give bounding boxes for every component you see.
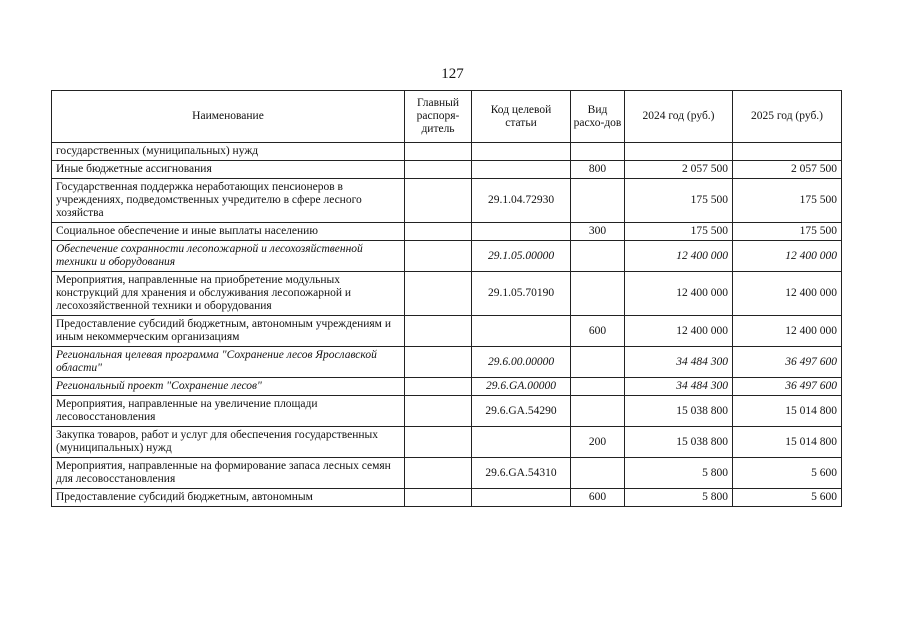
cell-2024: 175 500 [625, 223, 733, 241]
table-row [52, 458, 842, 489]
budget-table [51, 90, 842, 507]
table-row [52, 241, 842, 272]
cell-2024: 2 057 500 [625, 161, 733, 179]
cell-expense-type [571, 378, 625, 396]
cell-2024: 34 484 300 [625, 378, 733, 396]
cell-manager [405, 223, 472, 241]
cell-name: Закупка товаров, работ и услуг для обеспечения государственных (муниципальных) нужд [52, 427, 405, 458]
cell-manager [405, 489, 472, 507]
cell-2024: 15 038 800 [625, 427, 733, 458]
cell-2025 [733, 143, 842, 161]
cell-2025: 12 400 000 [733, 241, 842, 272]
cell-2025: 5 600 [733, 489, 842, 507]
table-row [52, 143, 842, 161]
cell-2024 [625, 143, 733, 161]
cell-target-code [472, 316, 571, 347]
cell-2024: 12 400 000 [625, 316, 733, 347]
table-row [52, 378, 842, 396]
cell-2024: 175 500 [625, 179, 733, 223]
header-name: Наименование [52, 91, 405, 143]
cell-2024: 12 400 000 [625, 241, 733, 272]
cell-target-code [472, 427, 571, 458]
cell-expense-type [571, 396, 625, 427]
cell-target-code: 29.1.05.00000 [472, 241, 571, 272]
table-row [52, 161, 842, 179]
cell-target-code: 29.1.05.70190 [472, 272, 571, 316]
cell-target-code [472, 161, 571, 179]
cell-manager [405, 347, 472, 378]
cell-2024: 34 484 300 [625, 347, 733, 378]
cell-2024: 5 800 [625, 489, 733, 507]
cell-expense-type: 200 [571, 427, 625, 458]
cell-2025: 12 400 000 [733, 316, 842, 347]
cell-2024: 5 800 [625, 458, 733, 489]
cell-target-code [472, 223, 571, 241]
cell-manager [405, 427, 472, 458]
cell-target-code: 29.6.GA.54310 [472, 458, 571, 489]
cell-name: Государственная поддержка неработающих пенсионеров в учреждениях, подведомственных учредителю в сфере лесного хозяйства [52, 179, 405, 223]
cell-2025: 175 500 [733, 223, 842, 241]
cell-expense-type [571, 347, 625, 378]
cell-2025: 12 400 000 [733, 272, 842, 316]
cell-name: Мероприятия, направленные на увеличение площади лесовосстановления [52, 396, 405, 427]
cell-2024: 15 038 800 [625, 396, 733, 427]
cell-2025: 36 497 600 [733, 347, 842, 378]
cell-target-code: 29.1.04.72930 [472, 179, 571, 223]
cell-name: Региональная целевая программа "Сохранение лесов Ярославской области" [52, 347, 405, 378]
cell-expense-type [571, 272, 625, 316]
table-row [52, 427, 842, 458]
table-row [52, 316, 842, 347]
cell-expense-type [571, 179, 625, 223]
table-header-row [52, 91, 842, 143]
cell-manager [405, 378, 472, 396]
cell-expense-type: 600 [571, 489, 625, 507]
table-row [52, 179, 842, 223]
cell-manager [405, 161, 472, 179]
cell-expense-type [571, 458, 625, 489]
cell-2025: 175 500 [733, 179, 842, 223]
cell-expense-type [571, 143, 625, 161]
cell-2025: 15 014 800 [733, 396, 842, 427]
cell-2025: 5 600 [733, 458, 842, 489]
cell-name: Мероприятия, направленные на формирование запаса лесных семян для лесовосстановления [52, 458, 405, 489]
cell-expense-type: 600 [571, 316, 625, 347]
table-row [52, 347, 842, 378]
header-expense-type: Вид расхо-дов [571, 91, 625, 143]
cell-expense-type [571, 241, 625, 272]
cell-manager [405, 316, 472, 347]
cell-manager [405, 143, 472, 161]
cell-name: Мероприятия, направленные на приобретение модульных конструкций для хранения и обслуживания лесопожарной и лесохозяйственной техники и оборудования [52, 272, 405, 316]
cell-target-code: 29.6.00.00000 [472, 347, 571, 378]
cell-name: Предоставление субсидий бюджетным, автономным учреждениям и иным некоммерческим организациям [52, 316, 405, 347]
cell-manager [405, 241, 472, 272]
cell-name: государственных (муниципальных) нужд [52, 143, 405, 161]
header-target-code: Код целевой статьи [472, 91, 571, 143]
cell-name: Предоставление субсидий бюджетным, автономным [52, 489, 405, 507]
cell-target-code [472, 143, 571, 161]
table-row [52, 223, 842, 241]
table-row [52, 272, 842, 316]
cell-manager [405, 458, 472, 489]
cell-expense-type: 800 [571, 161, 625, 179]
cell-name: Региональный проект "Сохранение лесов" [52, 378, 405, 396]
cell-expense-type: 300 [571, 223, 625, 241]
cell-2025: 15 014 800 [733, 427, 842, 458]
header-year-2025: 2025 год (руб.) [733, 91, 842, 143]
cell-2024: 12 400 000 [625, 272, 733, 316]
cell-target-code [472, 489, 571, 507]
header-year-2024: 2024 год (руб.) [625, 91, 733, 143]
cell-name: Социальное обеспечение и иные выплаты населению [52, 223, 405, 241]
cell-2025: 36 497 600 [733, 378, 842, 396]
cell-2025: 2 057 500 [733, 161, 842, 179]
page-number: 127 [441, 66, 464, 82]
cell-name: Обеспечение сохранности лесопожарной и лесохозяйственной техники и оборудования [52, 241, 405, 272]
cell-manager [405, 272, 472, 316]
cell-target-code: 29.6.GA.54290 [472, 396, 571, 427]
cell-manager [405, 396, 472, 427]
table-body [52, 143, 842, 507]
cell-target-code: 29.6.GA.00000 [472, 378, 571, 396]
cell-manager [405, 179, 472, 223]
header-manager: Главный распоря-дитель [405, 91, 472, 143]
table-row [52, 396, 842, 427]
cell-name: Иные бюджетные ассигнования [52, 161, 405, 179]
table-row [52, 489, 842, 507]
